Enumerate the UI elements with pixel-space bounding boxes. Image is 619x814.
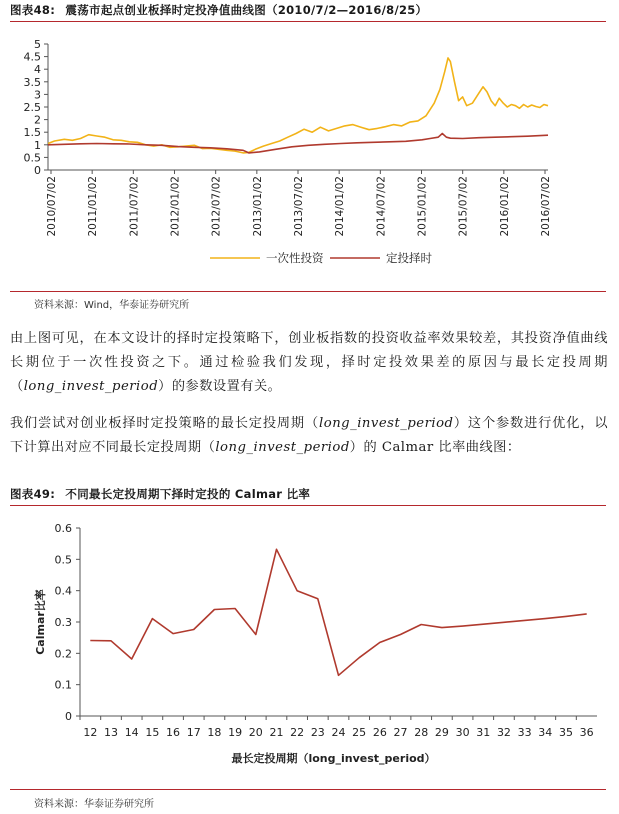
figure49-label: 图表49: [10,487,56,501]
chart48-y-tick-label: 1 [34,138,41,152]
chart48-x-tick-label: 2011/01/02 [87,176,100,237]
chart49-series-line [90,549,586,675]
paragraph-2-text-mid: ）这个参数进行优化，以下计算出对应不同最长定投周期（ [10,416,609,455]
chart49-x-tick-label: 19 [228,726,243,739]
chart48-y-tick-label: 4.5 [23,50,41,64]
chart49-x-tick-label: 15 [145,726,160,739]
chart49-x-tick-label: 36 [579,726,594,739]
figure48-title-text: 震荡市起点创业板择时定投净值曲线图（2010/7/2—2016/8/25） [65,3,428,17]
figure49-title [10,486,310,502]
chart48-series-line-1 [48,134,548,153]
chart48-y-tick-label: 4 [34,63,41,77]
figure48-source: 资料来源：Wind，华泰证券研究所 [34,300,190,311]
chart49-x-tick-label: 17 [186,726,201,739]
chart49-x-axis-label: 最长定投周期（long_invest_period） [231,752,436,765]
chart49-x-tick-label: 26 [372,726,387,739]
chart49-x-tick-label: 20 [248,726,263,739]
chart49 [0,512,619,784]
chart48-x-tick-label: 2014/01/02 [334,176,347,237]
chart49-y-axis-label: Calmar比率 [34,589,47,655]
chart48-y-tick-label: 3 [34,88,41,102]
chart49-x-tick-label: 13 [104,726,119,739]
paragraph-2-code-1: long_invest_period [319,416,454,431]
chart49-x-tick-label: 18 [207,726,222,739]
chart49-x-tick-label: 14 [124,726,139,739]
chart48-x-tick-label: 2010/07/02 [46,176,58,237]
chart49-y-tick-label: 0 [65,710,72,723]
paragraph-2-text-before: 我们尝试对创业板择时定投策略的最长定投周期（ [10,416,320,431]
chart49-x-tick-label: 34 [538,726,553,739]
chart48-x-tick-label: 2014/07/02 [375,176,388,237]
paragraph-1-code: long_invest_period [23,379,159,394]
chart48-y-tick-label: 0.5 [23,151,41,165]
figure48-label: 图表48: [10,3,56,17]
paragraph-2-code-2: long_invest_period [215,440,350,455]
chart49-y-tick-label: 0.5 [54,553,72,567]
figure49-bottom-rule [10,789,606,790]
chart49-x-tick-label: 23 [310,726,325,739]
chart49-x-tick-label: 12 [83,726,98,739]
chart48-x-tick-label: 2013/07/02 [293,176,305,237]
chart49-x-tick-label: 16 [166,726,181,739]
chart49-x-tick-label: 30 [455,726,470,739]
chart48 [0,28,619,290]
figure48-top-rule [10,21,606,22]
chart49-x-tick-label: 32 [496,726,511,739]
paragraph-1 [10,327,608,399]
chart48-y-tick-label: 2.5 [23,101,41,114]
chart49-x-tick-label: 22 [290,726,305,739]
chart48-y-tick-label: 5 [34,38,41,51]
figure49-source: 资料来源：华泰证券研究所 [34,799,154,810]
paragraph-2 [10,412,608,460]
chart48-y-tick-label: 3.5 [23,75,41,89]
chart48-x-tick-label: 2013/01/02 [251,176,264,237]
paragraph-1-text-after: ）的参数设置有关。 [158,379,282,394]
chart48-x-tick-label: 2012/01/02 [169,176,182,237]
chart48-x-tick-label: 2016/07/02 [540,176,552,237]
chart48-x-tick-label: 2011/07/02 [128,176,141,237]
figure49-title-text: 不同最长定投周期下择时定投的 Calmar 比率 [65,487,311,501]
chart48-y-tick-label: 1.5 [23,126,41,140]
chart49-x-tick-label: 31 [476,726,491,739]
chart48-y-tick-label: 2 [34,113,41,127]
chart49-x-tick-label: 25 [352,726,367,739]
chart49-x-tick-label: 24 [331,726,346,739]
chart49-y-tick-label: 0.3 [54,616,72,629]
chart49-y-tick-label: 0.2 [54,647,72,661]
chart48-legend-label: 定投择时 [386,251,432,265]
chart49-x-tick-label: 28 [414,726,429,739]
chart48-x-tick-label: 2012/07/02 [210,176,223,237]
chart48-legend-label: 一次性投资 [266,251,324,265]
chart49-x-tick-label: 33 [517,726,532,739]
chart49-x-tick-label: 29 [434,726,449,739]
figure48-bottom-rule [10,291,606,292]
chart49-y-tick-label: 0.1 [54,678,72,692]
chart48-x-tick-label: 2016/01/02 [498,176,511,237]
chart48-y-tick-label: 0 [34,164,41,177]
chart49-y-tick-label: 0.6 [54,522,72,535]
chart49-x-tick-label: 21 [269,726,284,739]
figure48-title [10,2,427,18]
chart48-x-tick-label: 2015/07/02 [457,176,470,237]
chart49-x-tick-label: 35 [558,726,573,739]
figure49-top-rule [10,505,606,506]
paragraph-1-text-before: 由上图可见，在本文设计的择时定投策略下，创业板指数的投资收益率效果较差，其投资净值曲线长期位于一次性投资之下。通过检验我们发现，择时定投效果差的原因与最长定投周期（ [10,331,608,394]
paragraph-2-text-after: ）的 Calmar 比率曲线图： [349,440,521,455]
chart49-y-tick-label: 0.4 [54,584,72,598]
chart49-x-tick-label: 27 [393,726,408,739]
chart48-x-tick-label: 2015/01/02 [416,176,429,237]
